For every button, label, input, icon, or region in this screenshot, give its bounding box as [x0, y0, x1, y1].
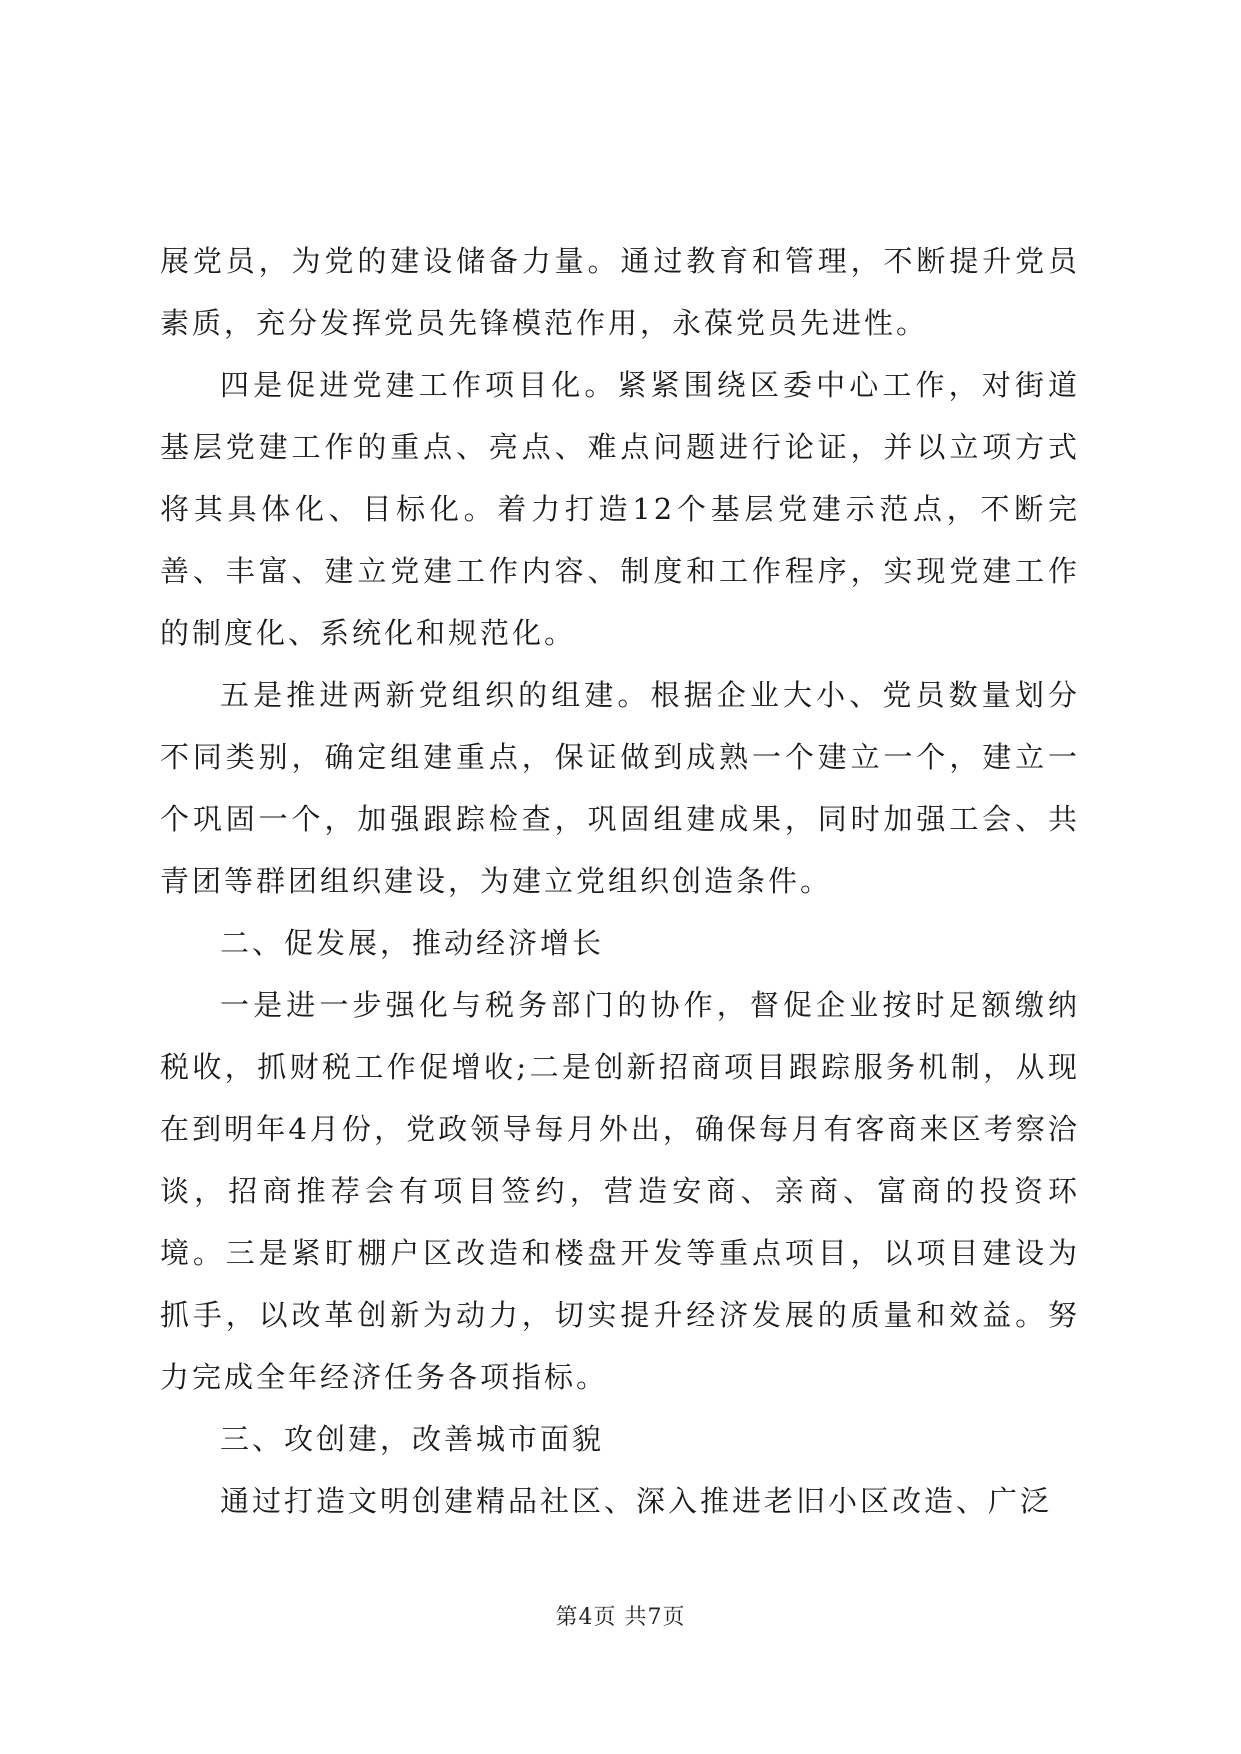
paragraph-party-member-development: 展党员，为党的建设储备力量。通过教育和管理，不断提升党员素质，充分发挥党员先锋模范作用，永葆党员先进性。	[160, 244, 1080, 340]
paragraph-new-party-organizations: 五是推进两新党组织的组建。根据企业大小、党员数量划分不同类别，确定组建重点，保证做到成熟一个建立一个，建立一个巩固一个，加强跟踪检查，巩固组建成果，同时加强工会、共青团等群团组织建设，为建立党组织创造条件。	[160, 678, 1080, 898]
page-number-footer: 第4页 共7页	[555, 1605, 686, 1630]
paragraph-civilized-community: 通过打造文明创建精品社区、深入推进老旧小区改造、广泛	[220, 1484, 1053, 1518]
section-heading-economic-growth: 二、促发展，推动经济增长	[220, 926, 605, 960]
paragraph-economic-measures: 一是进一步强化与税务部门的协作，督促企业按时足额缴纳税收，抓财税工作促增收;二是创新招商项目跟踪服务机制，从现在到明年4月份，党政领导每月外出，确保每月有客商来区考察洽谈，招商推荐会有项目签约，营造安商、亲商、富商的投资环境。三是紧盯棚户区改造和楼盘开发等重点项目，以项目建设为抓手，以改革创新为动力，切实提升经济发展的质量和效益。努力完成全年经济任务各项指标。	[160, 988, 1080, 1394]
document-body	[160, 230, 1080, 1532]
section-heading-city-appearance: 三、攻创建，改善城市面貌	[220, 1422, 605, 1456]
paragraph-party-building-projects: 四是促进党建工作项目化。紧紧围绕区委中心工作，对街道基层党建工作的重点、亮点、难点问题进行论证，并以立项方式将其具体化、目标化。着力打造12个基层党建示范点，不断完善、丰富、建立党建工作内容、制度和工作程序，实现党建工作的制度化、系统化和规范化。	[160, 368, 1080, 650]
